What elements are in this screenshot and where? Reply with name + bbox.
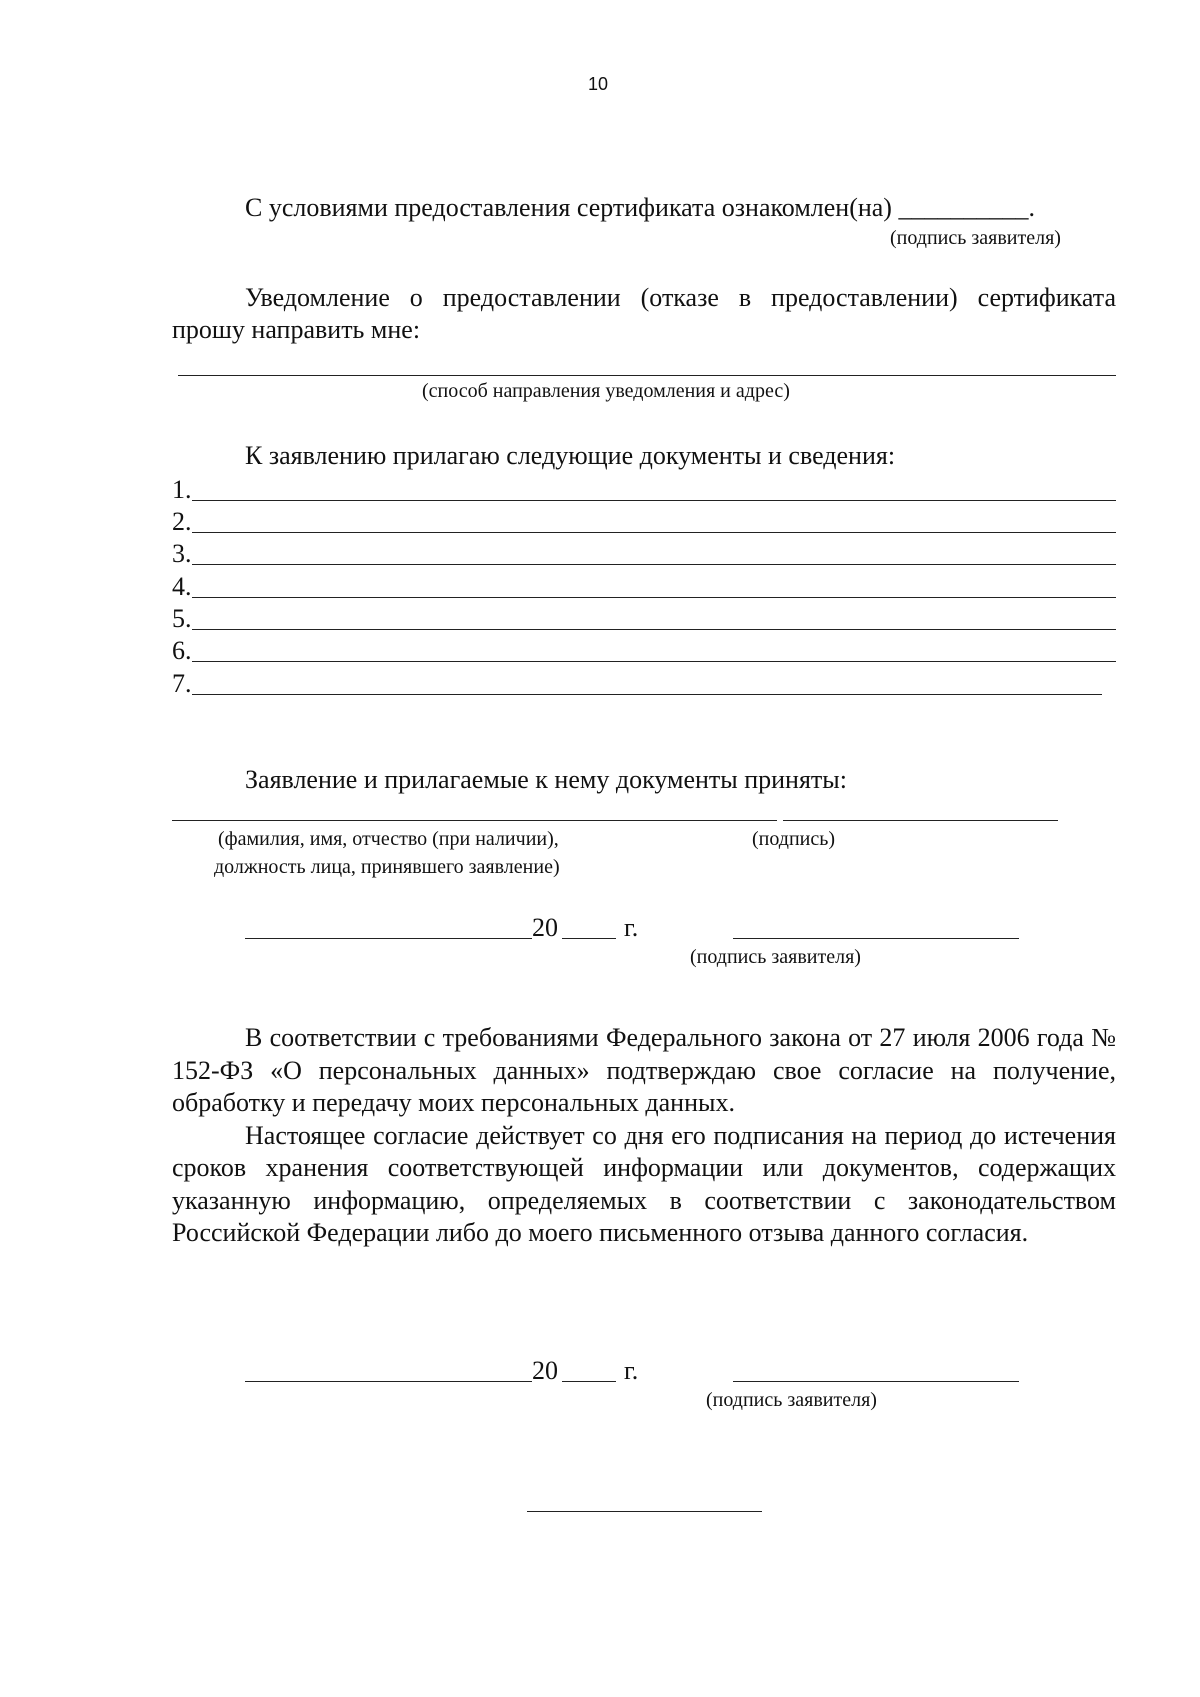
notification-line1: Уведомление о предоставлении (отказе в предоставлении) сертификата	[245, 283, 1116, 312]
date-year-field-2[interactable]	[562, 1381, 616, 1382]
attachment-field-5[interactable]	[192, 629, 1116, 630]
accepted-name-caption-2: должность лица, принявшего заявление)	[214, 856, 560, 878]
applicant-signature-caption-1: (подпись заявителя)	[690, 946, 861, 968]
date-field-2[interactable]	[245, 1381, 532, 1382]
date-year-prefix-1: 20	[532, 913, 558, 942]
date-year-suffix-2: г.	[624, 1356, 639, 1385]
attachment-field-7[interactable]	[192, 694, 1102, 695]
attachment-field-4[interactable]	[192, 597, 1116, 598]
accepted-name-caption-1: (фамилия, имя, отчество (при наличии),	[218, 828, 559, 850]
attachment-number-7: 7.	[172, 669, 192, 698]
acquaintance-blank: __________.	[898, 193, 1035, 222]
accepted-heading: Заявление и прилагаемые к нему документы приняты:	[245, 765, 847, 794]
date-field-1[interactable]	[245, 938, 532, 939]
acquaintance-text	[245, 192, 1035, 224]
attachment-number-5: 5.	[172, 604, 192, 633]
notification-caption: (способ направления уведомления и адрес)	[422, 380, 790, 402]
notification-field[interactable]	[178, 375, 1116, 376]
applicant-signature-field-2[interactable]	[733, 1381, 1019, 1382]
attachment-field-6[interactable]	[192, 661, 1116, 662]
date-year-field-1[interactable]	[562, 938, 616, 939]
consent-paragraph-1: В соответствии с требованиями Федерального закона от 27 июля 2006 года № 152-ФЗ «О персональных данных» подтверждаю свое согласие на получение, обработку и передачу моих персональных данных.	[172, 1023, 1116, 1117]
attachment-number-4: 4.	[172, 572, 192, 601]
attachments-heading: К заявлению прилагаю следующие документы и сведения:	[245, 441, 896, 470]
page-number: 10	[588, 74, 609, 94]
attachment-number-1: 1.	[172, 475, 192, 504]
notification-line2: прошу направить мне:	[172, 315, 421, 344]
accepted-signature-field[interactable]	[783, 820, 1058, 821]
applicant-signature-caption-2: (подпись заявителя)	[706, 1389, 877, 1411]
attachment-number-6: 6.	[172, 636, 192, 665]
applicant-signature-field-1[interactable]	[733, 938, 1019, 939]
accepted-name-field[interactable]	[172, 820, 777, 821]
consent-paragraph-2: Настоящее согласие действует со дня его подписания на период до истечения сроков хранения соответствующей информации или документов, содержащих указанную информацию, определяемых в соответствии с законодательством Российской Федерации либо до моего письменного отзыва данного согласия.	[172, 1120, 1116, 1247]
attachment-field-1[interactable]	[192, 500, 1116, 501]
accepted-signature-caption: (подпись)	[752, 828, 836, 850]
attachment-field-2[interactable]	[192, 532, 1116, 533]
date-year-prefix-2: 20	[532, 1356, 558, 1385]
consent-text	[172, 1022, 1116, 1250]
attachment-field-3[interactable]	[192, 564, 1116, 565]
end-separator	[527, 1511, 762, 1512]
acquaintance-label: С условиями предоставления сертификата ознакомлен(на)	[245, 193, 892, 222]
date-year-suffix-1: г.	[624, 913, 639, 942]
attachment-number-3: 3.	[172, 539, 192, 568]
acquaintance-caption: (подпись заявителя)	[890, 227, 1061, 249]
attachment-number-2: 2.	[172, 507, 192, 536]
